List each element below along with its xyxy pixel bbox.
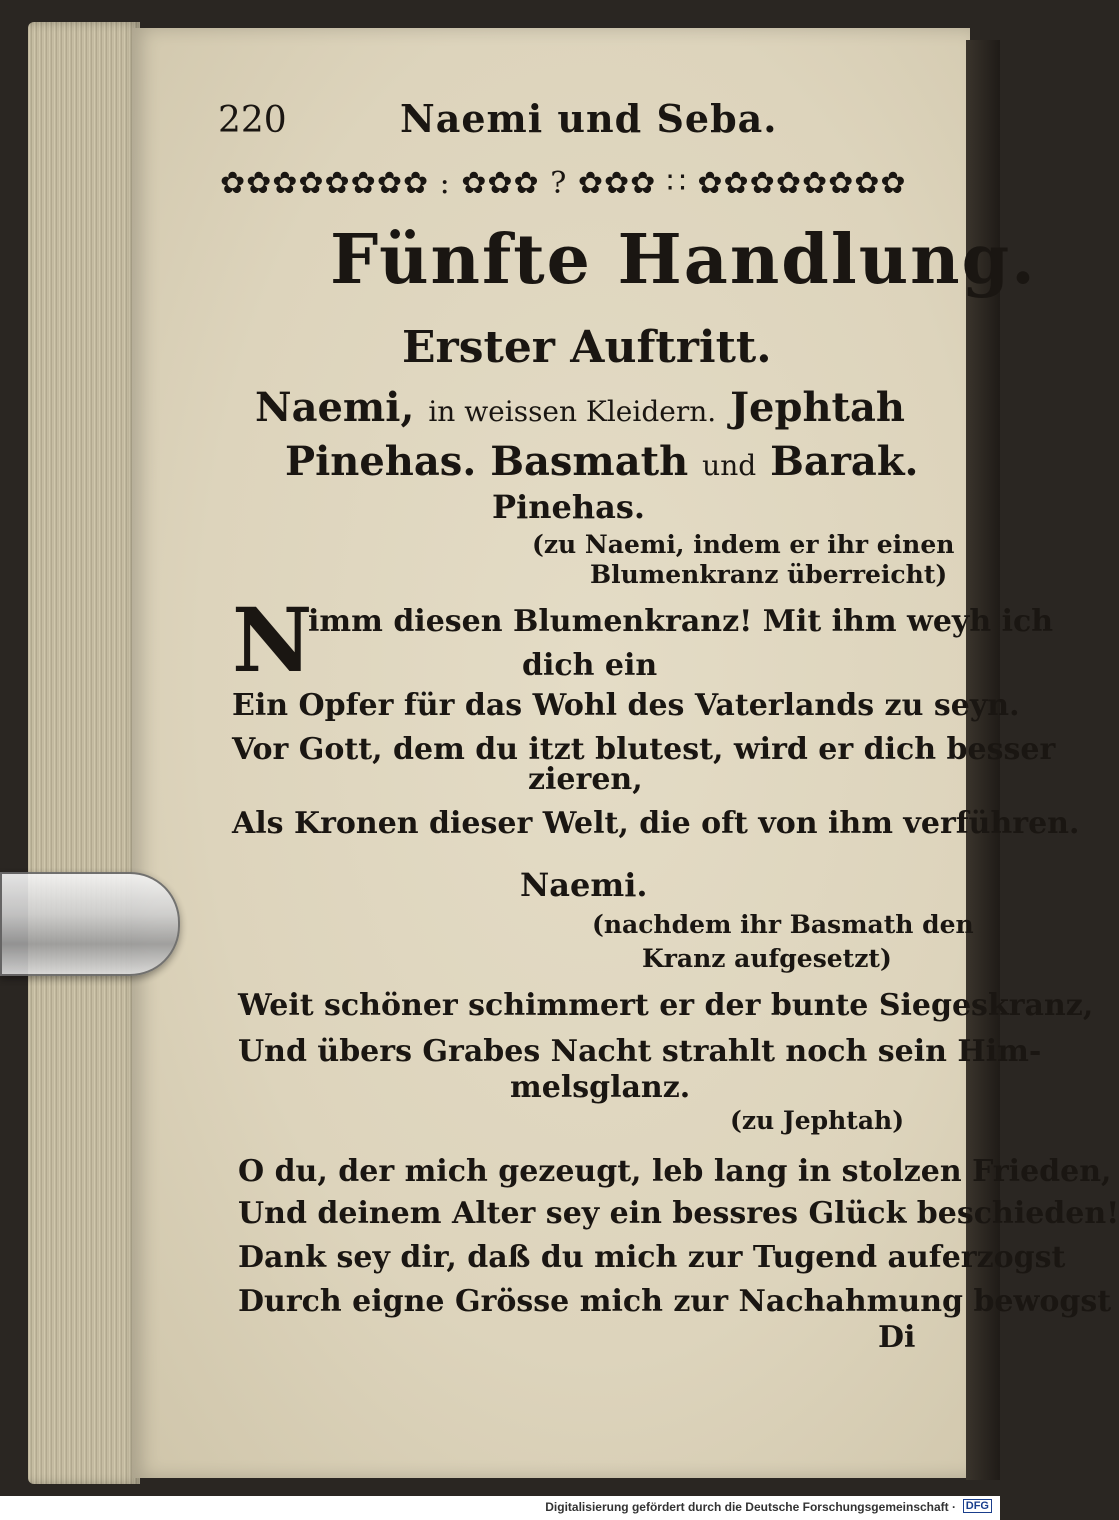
- dfg-logo: DFG: [963, 1499, 992, 1513]
- speaker-name: Pinehas.: [492, 488, 645, 526]
- character-note: in weissen Kleidern.: [428, 395, 717, 428]
- characters-line: [285, 438, 918, 485]
- stage-direction: Blumenkranz überreicht): [590, 560, 948, 589]
- verse-line: Vor Gott, dem du itzt blutest, wird er dich besser: [232, 732, 1056, 767]
- verse-line: Als Kronen dieser Welt, die oft von ihm verführen.: [232, 806, 1080, 841]
- character-name: Naemi,: [255, 384, 415, 431]
- verse-line: Und übers Grabes Nacht strahlt noch sein Him-: [238, 1034, 1042, 1069]
- scene-title: Erster Auftritt.: [402, 322, 772, 373]
- page-holder-clip: [0, 872, 180, 976]
- character-name: Basmath: [490, 438, 689, 485]
- character-name: Jephtah: [730, 384, 905, 431]
- ornament-rule: ✿✿✿✿✿✿✿✿ : ✿✿✿ ? ✿✿✿ ∷ ✿✿✿✿✿✿✿✿: [220, 166, 907, 201]
- verse-line: imm diesen Blumenkranz! Mit ihm weyh ich: [308, 604, 1054, 639]
- character-conjunction: und: [702, 449, 757, 482]
- footer-credit: Digitalisierung gefördert durch die Deutsche Forschungsgemeinschaft ·: [545, 1500, 956, 1514]
- character-name: Pinehas.: [285, 438, 477, 485]
- verse-line-continuation: dich ein: [522, 648, 658, 683]
- stage-direction: (nachdem ihr Basmath den: [592, 910, 974, 939]
- page-number: 220: [218, 100, 287, 141]
- catchword: Di: [878, 1320, 916, 1355]
- character-name: Barak.: [770, 438, 919, 485]
- verse-line: Und deinem Alter sey ein bessres Glück beschieden!: [238, 1196, 1119, 1231]
- stage-direction: (zu Naemi, indem er ihr einen: [532, 530, 955, 559]
- drop-cap: N: [232, 588, 313, 692]
- verse-line: Durch eigne Grösse mich zur Nachahmung bewogst: [238, 1284, 1112, 1319]
- act-title: Fünfte Handlung.: [330, 220, 1037, 300]
- verse-line: O du, der mich gezeugt, leb lang in stolzen Frieden,: [238, 1154, 1112, 1189]
- verse-line: Ein Opfer für das Wohl des Vaterlands zu seyn.: [232, 688, 1020, 723]
- verse-line: Weit schöner schimmert er der bunte Siegeskranz,: [238, 988, 1094, 1023]
- characters-line: [255, 384, 905, 431]
- running-head: Naemi und Seba.: [400, 96, 778, 141]
- speaker-name: Naemi.: [520, 866, 648, 904]
- book-page-edges: [28, 22, 140, 1484]
- verse-line-continuation: melsglanz.: [510, 1070, 691, 1105]
- verse-line-continuation: zieren,: [528, 762, 643, 797]
- verse-line: Dank sey dir, daß du mich zur Tugend auferzogst: [238, 1240, 1066, 1275]
- stage-direction: (zu Jephtah): [730, 1106, 905, 1135]
- stage-direction: Kranz aufgesetzt): [642, 944, 892, 973]
